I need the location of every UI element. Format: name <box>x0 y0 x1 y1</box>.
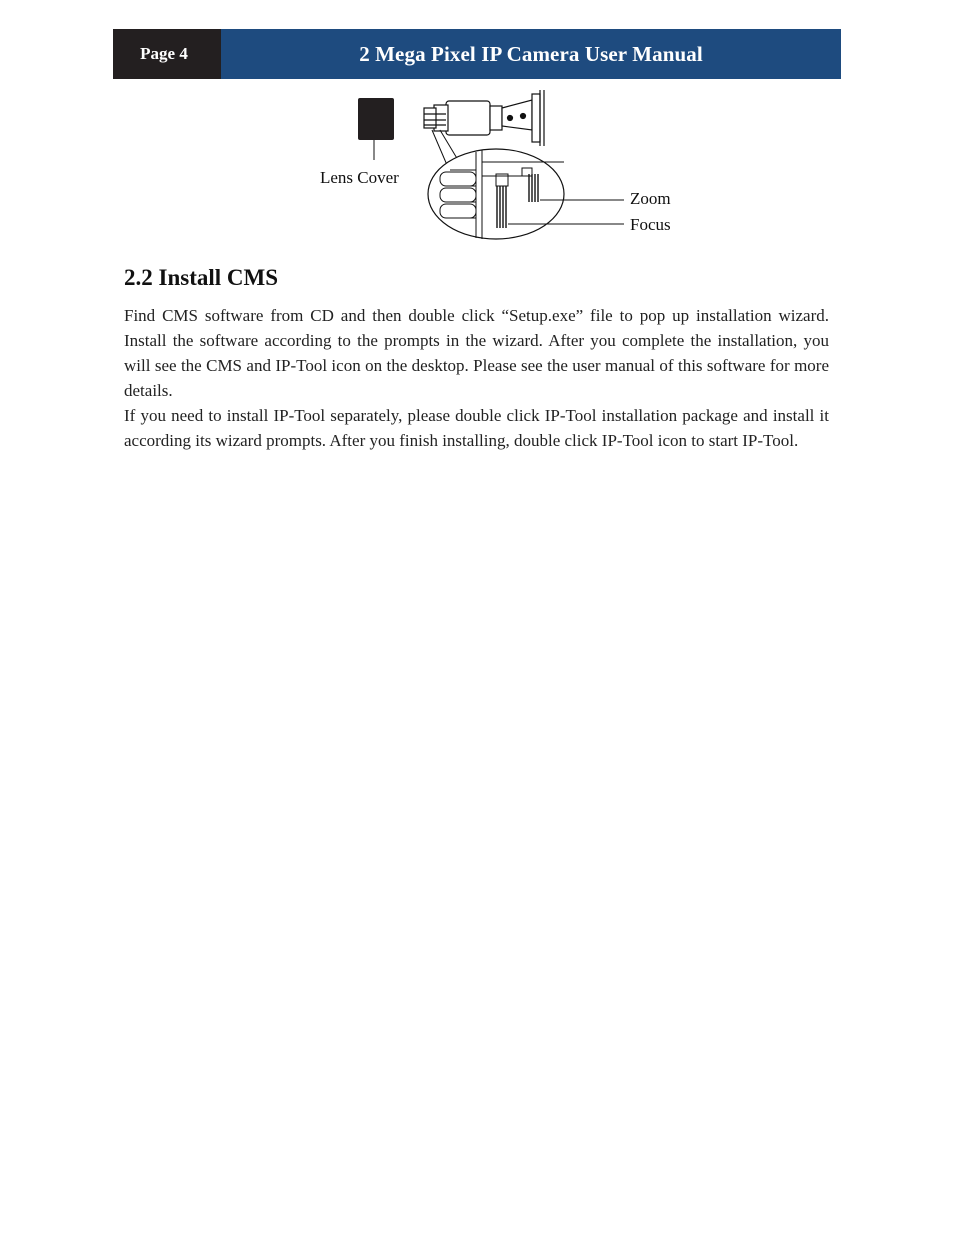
paragraph-2: If you need to install IP-Tool separately, please double click IP-Tool installation package and install it according its wizard prompts. After you finish installing, double click IP-Tool icon to start IP-Tool. <box>124 406 829 450</box>
camera-body <box>424 90 544 146</box>
camera-diagram-svg <box>300 86 700 246</box>
page-number: Page 4 <box>113 29 221 79</box>
manual-title: 2 Mega Pixel IP Camera User Manual <box>221 29 841 79</box>
lens-cover-label: Lens Cover <box>320 168 399 187</box>
zoom-label: Zoom <box>630 189 671 208</box>
section-body <box>124 303 829 453</box>
camera-lens-diagram <box>300 86 700 246</box>
lens-cover-shape <box>358 98 394 140</box>
paragraph-1: Find CMS software from CD and then double click “Setup.exe” file to pop up installation wizard. Install the software according to the prompts in the wizard. After you complete the installation, you will see the CMS and IP-Tool icon on the desktop. Please see the user manual of this software for more details. <box>124 306 829 400</box>
page-header <box>113 29 841 79</box>
focus-label: Focus <box>630 215 671 234</box>
section-title: 2.2 Install CMS <box>124 265 278 290</box>
